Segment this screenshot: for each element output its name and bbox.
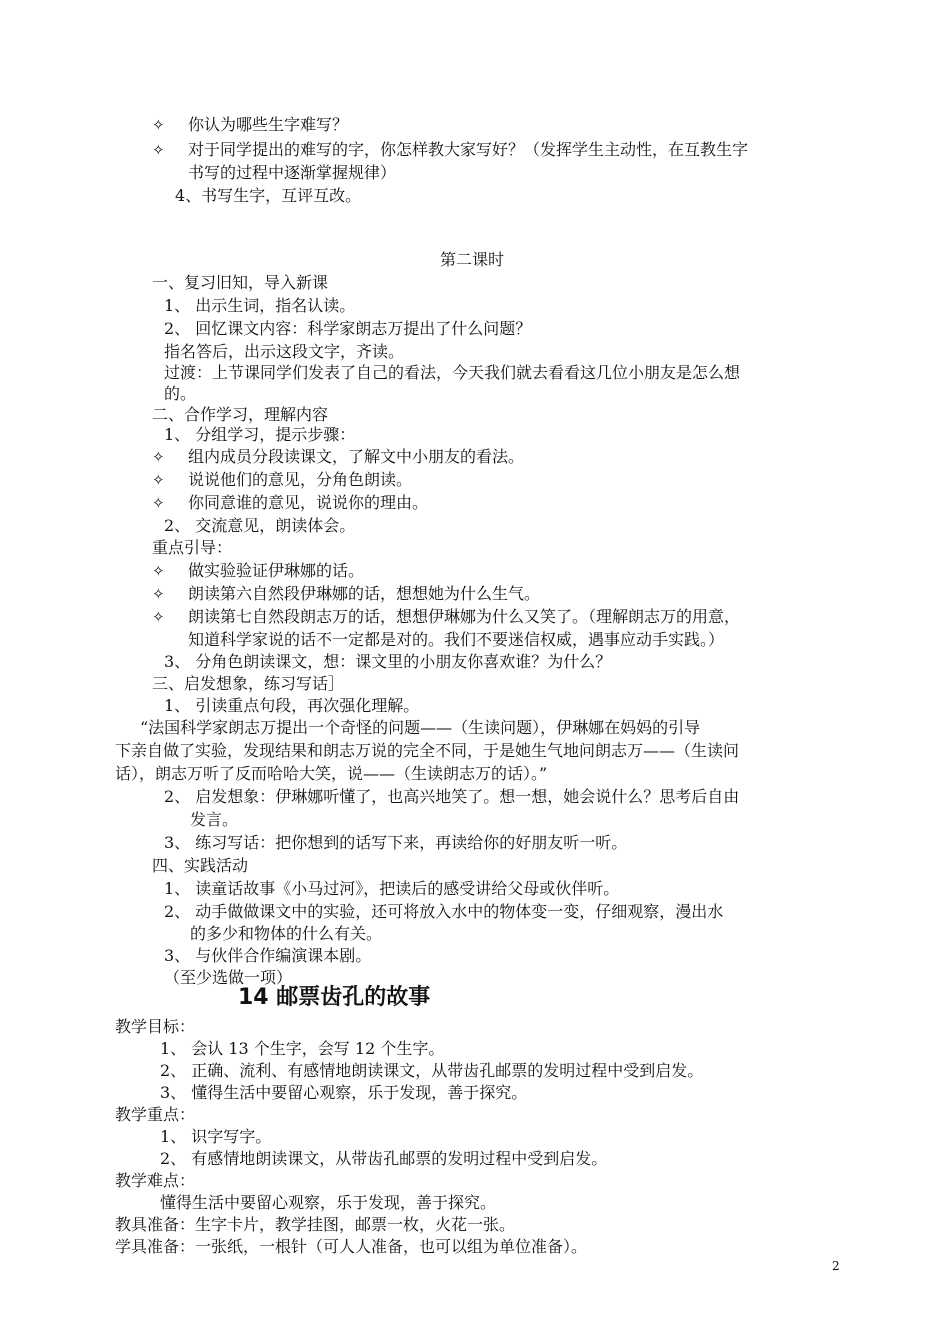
lesson-title: 14 邮票齿孔的故事: [238, 985, 431, 1010]
text-line: 朗读第七自然段朗志万的话，想想伊琳娜为什么又笑了。（理解朗志万的用意，: [188, 607, 741, 626]
text-line: 二、合作学习，理解内容: [152, 405, 329, 424]
text-line: 话），朗志万听了反而哈哈大笑，说——（生读朗志万的话）。”: [115, 764, 548, 783]
text-line: 做实验验证伊琳娜的话。: [188, 561, 365, 580]
text-line: 1、 出示生词，指名认读。: [164, 296, 356, 315]
bullet-icon: ✧: [152, 608, 165, 626]
text-line: 教学难点：: [115, 1171, 196, 1190]
bullet-icon: ✧: [152, 116, 165, 134]
text-line: 懂得生活中要留心观察，乐于发现，善于探究。: [160, 1193, 497, 1212]
text-line: 发言。: [190, 810, 239, 829]
text-line: 教学重点：: [115, 1105, 196, 1124]
bullet-icon: ✧: [152, 562, 165, 580]
text-line: 1、 引读重点句段，再次强化理解。: [164, 696, 420, 715]
text-line: 组内成员分段读课文，了解文中小朋友的看法。: [188, 447, 525, 466]
text-line: 的多少和物体的什么有关。: [190, 924, 383, 943]
text-line: 2、 启发想象：伊琳娜听懂了，也高兴地笑了。想一想，她会说什么？思考后自由: [164, 787, 740, 806]
text-line: 说说他们的意见，分角色朗读。: [188, 470, 413, 489]
text-line: 过渡：上节课同学们发表了自己的看法，今天我们就去看看这几位小朋友是怎么想: [164, 363, 741, 382]
bullet-icon: ✧: [152, 494, 165, 512]
text-line: 学具准备：一张纸，一根针（可人人准备，也可以组为单位准备）。: [115, 1237, 588, 1256]
section-heading: 第二课时: [440, 250, 505, 269]
text-line: 教学目标：: [115, 1017, 196, 1036]
text-line: 3、 懂得生活中要留心观察，乐于发现，善于探究。: [160, 1083, 528, 1102]
text-line: 3、 与伙伴合作编演课本剧。: [164, 946, 372, 965]
text-line: 指名答后，出示这段文字，齐读。: [164, 342, 405, 361]
text-line: 3、 练习写话：把你想到的话写下来，再读给你的好朋友听一听。: [164, 833, 628, 852]
text-line: 下亲自做了实验，发现结果和朗志万说的完全不同，于是她生气地问朗志万——（生读问: [115, 741, 740, 760]
text-line: 1、 分组学习，提示步骤：: [164, 425, 356, 444]
text-line: 4、书写生字，互评互改。: [175, 186, 362, 205]
bullet-icon: ✧: [152, 471, 165, 489]
text-line: 2、 有感情地朗读课文，从带齿孔邮票的发明过程中受到启发。: [160, 1149, 608, 1168]
text-line: 你认为哪些生字难写？: [188, 115, 349, 134]
text-line: 三、启发想象，练习写话］: [152, 674, 345, 693]
text-line: 知道科学家说的话不一定都是对的。我们不要迷信权威，遇事应动手实践。）: [188, 630, 725, 649]
text-line: 1、 会认 13 个生字，会写 12 个生字。: [160, 1039, 445, 1058]
text-line: “法国科学家朗志万提出一个奇怪的问题——（生读问题），伊琳娜在妈妈的引导: [140, 718, 701, 737]
text-line: （至少选做一项）: [164, 968, 293, 987]
text-line: 对于同学提出的难写的字，你怎样教大家写好？（发挥学生主动性，在互教生字: [188, 140, 749, 159]
text-line: 2、 交流意见，朗读体会。: [164, 516, 356, 535]
text-line: 2、 正确、流利、有感情地朗读课文，从带齿孔邮票的发明过程中受到启发。: [160, 1061, 704, 1080]
bullet-icon: ✧: [152, 448, 165, 466]
text-line: 1、 识字写字。: [160, 1127, 272, 1146]
text-line: 重点引导：: [152, 538, 233, 557]
text-line: 一、复习旧知，导入新课: [152, 273, 329, 292]
bullet-icon: ✧: [152, 141, 165, 159]
text-line: 四、实践活动: [152, 856, 249, 875]
text-line: 2、 动手做做课文中的实验，还可将放入水中的物体变一变，仔细观察，漫出水: [164, 902, 724, 921]
text-line: 书写的过程中逐渐掌握规律）: [188, 163, 397, 182]
page-number: 2: [832, 1259, 840, 1273]
text-line: 3、 分角色朗读课文，想：课文里的小朋友你喜欢谁？为什么？: [164, 652, 612, 671]
text-line: 你同意谁的意见，说说你的理由。: [188, 493, 429, 512]
text-line: 1、 读童话故事《小马过河》，把读后的感受讲给父母或伙伴听。: [164, 879, 620, 898]
text-line: 朗读第六自然段伊琳娜的话，想想她为什么生气。: [188, 584, 541, 603]
text-line: 2、 回忆课文内容：科学家朗志万提出了什么问题？: [164, 319, 532, 338]
text-line: 的。: [164, 384, 197, 403]
text-line: 教具准备：生字卡片，教学挂图，邮票一枚，火花一张。: [115, 1215, 516, 1234]
bullet-icon: ✧: [152, 585, 165, 603]
